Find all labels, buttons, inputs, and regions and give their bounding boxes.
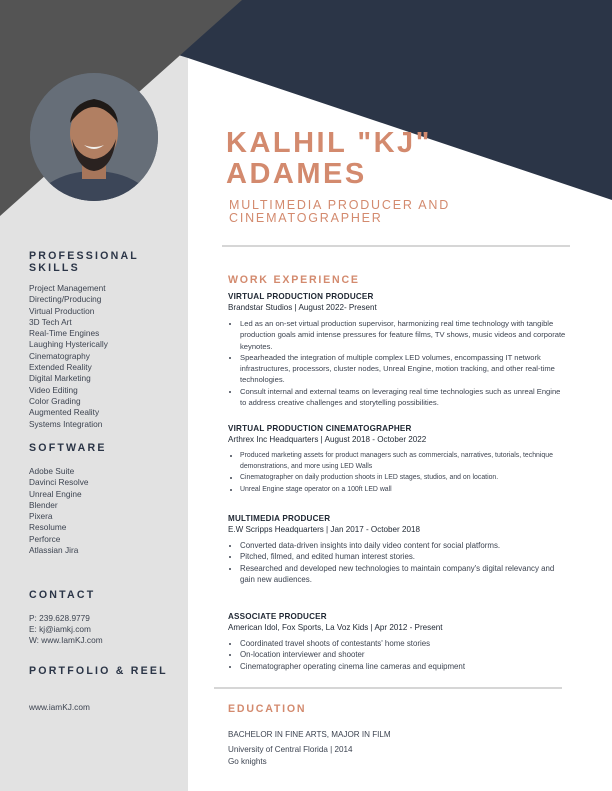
candidate-name <box>226 128 586 190</box>
job-bullet: • Cinematographer operating cinema line cameras and equipment <box>240 661 568 672</box>
software-heading: SOFTWARE <box>29 442 107 454</box>
skill-item: Augmented Reality <box>29 407 100 418</box>
contact-email[interactable]: E: kj@iamkj.com <box>29 624 91 634</box>
name-line-1: KALHIL "KJ" <box>226 127 432 159</box>
job-bullets <box>228 318 568 408</box>
job-title: MULTIMEDIA PRODUCER <box>228 514 331 523</box>
job-title: VIRTUAL PRODUCTION CINEMATOGRAPHER <box>228 424 412 433</box>
job-subtitle <box>229 199 549 225</box>
education-degree: BACHELOR IN FINE ARTS, MAJOR IN FILM <box>228 730 391 739</box>
contact-website[interactable]: W: www.IamKJ.com <box>29 635 103 645</box>
job-company: Arthrex Inc Headquarters | August 2018 - October 2022 <box>228 435 427 444</box>
skills-heading <box>29 250 139 274</box>
job-title: ASSOCIATE PRODUCER <box>228 612 327 621</box>
job-bullet: • Led as an on-set virtual production supervisor, harmonizing real time technology with tangible production goals amid intense pressures for feature films, TV shows, music videos and corporate keynotes. <box>240 318 568 352</box>
job-bullets <box>228 638 568 672</box>
profile-photo <box>30 73 158 201</box>
job-company: E.W Scripps Headquarters | Jan 2017 - October 2018 <box>228 525 420 534</box>
name-line-2: ADAMES <box>226 158 367 190</box>
job-bullet: • Produced marketing assets for product managers such as commercials, narratives, tutorials, technique demonstrations, and more using LED Walls <box>240 450 568 472</box>
job-bullet: • Spearheaded the integration of multiple complex LED volumes, encompassing IT network infrastructures, processors, cluster nodes, Unreal Engine, motion tracking, and other real-time technologies. <box>240 352 568 386</box>
software-item: Pixera <box>29 511 53 522</box>
work-experience-heading: WORK EXPERIENCE <box>228 274 360 286</box>
subtitle-line-2: CINEMATOGRAPHER <box>229 211 383 225</box>
job-bullet: • Pitched, filmed, and edited human interest stories. <box>240 551 568 562</box>
skill-item: Digital Marketing <box>29 373 91 384</box>
skill-item: Systems Integration <box>29 418 103 429</box>
job-bullet: • Converted data-driven insights into daily video content for social platforms. <box>240 540 568 551</box>
skills-heading-line-1: PROFESSIONAL <box>29 250 139 262</box>
software-item: Atlassian Jira <box>29 545 79 556</box>
education-school: University of Central Florida | 2014 <box>228 745 353 754</box>
job-bullet: • Researched and developed new technologies to maintain company's digital relevancy and gain new audiences. <box>240 563 568 586</box>
subtitle-line-1: MULTIMEDIA PRODUCER AND <box>229 198 451 212</box>
job-bullet: • Consult internal and external teams on leveraging real time technologies such as unreal Engine to address creative challenges and storytelling possibilities. <box>240 386 568 409</box>
skill-item: Project Management <box>29 283 106 293</box>
job-bullets <box>228 450 568 495</box>
software-item: Perforce <box>29 533 61 544</box>
contact-heading: CONTACT <box>29 589 96 601</box>
software-item: Unreal Engine <box>29 488 82 499</box>
job-company: Brandstar Studios | August 2022- Present <box>228 303 377 312</box>
job-bullets <box>228 540 568 585</box>
job-entry <box>228 514 568 585</box>
job-bullet: • Cinematographer on daily production shoots in LED stages, studios, and on location. <box>240 472 568 483</box>
education-divider <box>214 687 562 689</box>
skill-item: Video Editing <box>29 384 78 395</box>
header-divider <box>222 245 570 247</box>
job-title: VIRTUAL PRODUCTION PRODUCER <box>228 292 374 301</box>
skill-item: Color Grading <box>29 395 81 406</box>
software-item: Resolume <box>29 522 67 533</box>
skill-item: Virtual Production <box>29 305 95 316</box>
skill-item: Extended Reality <box>29 362 92 373</box>
skills-list <box>29 283 108 430</box>
skill-item: 3D Tech Art <box>29 316 72 327</box>
software-item: Blender <box>29 499 58 510</box>
skill-item: Real-Time Engines <box>29 328 100 339</box>
job-entry <box>228 612 568 672</box>
skill-item: Directing/Producing <box>29 294 102 305</box>
skills-heading-line-2: SKILLS <box>29 262 80 274</box>
job-entry <box>228 292 568 408</box>
job-bullet: • Unreal Engine stage operator on a 100ft LED wall <box>240 484 568 495</box>
education-heading: EDUCATION <box>228 703 307 715</box>
software-item: Adobe Suite <box>29 466 75 476</box>
job-entry <box>228 424 568 495</box>
software-item: Davinci Resolve <box>29 477 89 488</box>
education-note: Go knights <box>228 757 267 766</box>
job-bullet: • On-location interviewer and shooter <box>240 649 568 660</box>
avatar <box>30 73 158 201</box>
job-bullet: • Coordinated travel shoots of contestants' home stories <box>240 638 568 649</box>
skill-item: Cinematography <box>29 350 90 361</box>
portfolio-heading: PORTFOLIO & REEL <box>29 665 168 677</box>
software-list <box>29 466 88 556</box>
contact-phone[interactable]: P: 239.628.9779 <box>29 613 90 623</box>
job-company: American Idol, Fox Sports, La Voz Kids | Apr 2012 - Present <box>228 623 443 632</box>
skill-item: Laughing Hysterically <box>29 339 108 350</box>
portfolio-link[interactable]: www.iamKJ.com <box>29 702 90 712</box>
